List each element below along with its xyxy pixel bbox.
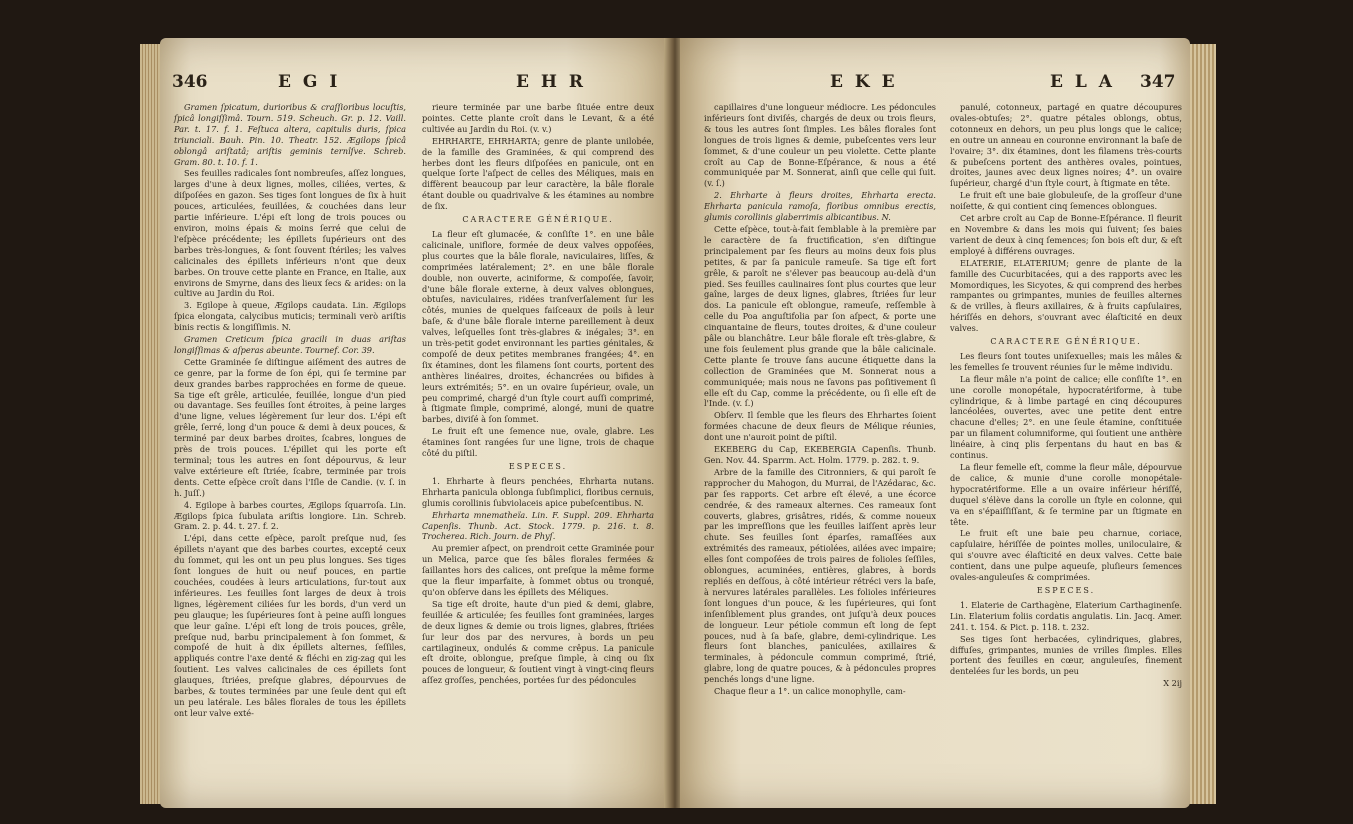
paragraph: Gramen Creticum ſpica gracili in duas ariſtas longiſſimas & aſperas abeunte. Tournef. Cor. 39. (174, 334, 406, 355)
paragraph: Ses feuilles radicales ſont nombreuſes, aſſez longues, larges d'une à deux lignes, molles, ciliées, vertes, & diſpoſées en gazon. Ses tiges ſont longues de ſix à huit pouces, articulées, feuillées, & couchées dans leur partie inférieure. L'épi eſt long de trois pouces ou environ, moins épais & moins ſerré que celui de l'eſpèce précédente; les épillets ſupérieurs ont des barbes très-longues, & ſont ſouvent ſtériles; les valves calicinales des épillets inférieurs n'ont que deux barbes. On trouve cette plante en France, en Italie, aux environs de Smyrne, dans des lieux ſecs & arides: on la cultive au Jardin du Roi. (174, 168, 406, 299)
paragraph: Cet arbre croît au Cap de Bonne-Eſpérance. Il fleurit en Novembre & dans les mois qui ſuivent; ſes baies varient de deux à cinq ſemences; ſon bois eſt dur, & eſt employé à différens ouvrages. (950, 213, 1182, 256)
paragraph: L'épi, dans cette eſpèce, paroît preſque nud, ſes épillets n'ayant que des barbes courtes, excepté ceux du ſommet, qui les ont un peu plus longues. Ses tiges ſont longues de huit ou neuf pouces, en partie couchées, coudées à leurs articulations, ſur-tout aux inférieures. Les feuilles ſont larges de deux à trois lignes, légèrement ciliées ſur les bords, d'un verd un peu glauque; les ſupérieures ſont à peine auſſi longues que leur gaîne. L'épi eſt long de trois pouces, grêle, preſque nud, barbu principalement à ſon ſommet, & compoſé de huit à dix épillets alternes, ſeſſiles, appliqués contre l'axe denté & fléchi en zig-zag qui les ſoutient. Les valves calicinales de ces épillets ſont glauques, ſtriées, preſque glabres, dépourvues de barbes, & toutes terminées par une ſeule dent qui eſt un peu latérale. Les bâles florales de tous les épillets ont leur valve exté- (174, 533, 406, 718)
paragraph: Obſerv. Il ſemble que les fleurs des Ehrhartes ſoient formées chacune de deux fleurs de Mélique réunies, dont une n'auroit point de piſtil. (704, 410, 936, 443)
paragraph: Le fruit eſt une baie globuleuſe, de la groſſeur d'une noiſette, & qui contient cinq ſemences oblongues. (950, 190, 1182, 212)
right-page-number: 347 (1140, 72, 1176, 92)
paragraph: rieure terminée par une barbe ſituée entre deux pointes. Cette plante croît dans le Levant, & a été cultivée au Jardin du Roi. (v. v.) (422, 102, 654, 134)
paragraph: Arbre de la famille des Citronniers, & qui paroît ſe rapprocher du Mahogon, du Murrai, de l'Azédarac, &c. par ſes rapports. Cet arbre eſt élevé, a une écorce cendrée, & des rameaux alternes. Ces rameaux ſont couverts, glabres, grisâtres, ridés, & comme noueux par les impreſſions que les feuilles laiſſent après leur chute. Ses feuilles ſont éparſes, ramaſſées aux extrémités des rameaux, pétiolées, ailées avec impaire; elles ſont compoſées de trois paires de folioles ſeſſiles, oblongues, acuminées, entières, glabres, à bords repliés en deſſous, à côté intérieur rétréci vers la baſe, à nervures latérales parallèles. Les folioles inférieures ſont longues d'un pouce, & les ſupérieures, qui ſont inſenſiblement plus grandes, ont juſqu'à deux pouces de longueur. Leur pétiole commun eſt long de ſept pouces, nud à ſa baſe, glabre, demi-cylindrique. Les fleurs ſont blanches, paniculées, axillaires & terminales, à pédoncule commun comprimé, ſtrié, glabre, long de quatre pouces, & à pédoncules propres penchés longs d'une ligne. (704, 466, 936, 685)
signature-mark: X 2ij (1163, 678, 1182, 689)
paragraph: EKEBERG du Cap, EKEBERGIA Capenſis. Thunb. Gen. Nov. 44. Sparrm. Act. Holm. 1779. p. 282. t. 9. (704, 444, 936, 465)
paragraph: La fleur mâle n'a point de calice; elle conſiſte 1°. en une corolle monopétale, hypocratériforme, à tube cylindrique, & à limbe partagé en cinq découpures lancéolées, ouvertes, avec une petite dent entre chacune d'elles; 2°. en une ſeule étamine, conſtituée par un filament columniforme, qui ſoutient une anthère linéaire, à cinq plis ſerpentans du haut en bas & continus. (950, 373, 1182, 461)
section-heading: CARACTERE GÉNÉRIQUE. (990, 337, 1142, 347)
paragraph: capillaires d'une longueur médiocre. Les pédoncules inférieurs ſont diviſés, chargés de deux ou trois fleurs, & tous les autres ſont ſimples. Les bâles florales ſont longues de trois lignes & demie, pubeſcentes vers leur ſommet, & d'une couleur un peu violette. Cette plante croît au Cap de Bonne-Eſpérance, & nous a été communiquée par M. Sonnerat, ainſi que celle qui ſuit. (v. ſ.) (704, 102, 936, 189)
right-column-1 (704, 102, 936, 698)
paragraph: 3. Egilope à queue, Ægilops caudata. Lin. Ægilops ſpica elongata, calycibus muticis; terminali verò ariſtis binis rectis & longiſſimis. N. (174, 300, 406, 333)
paragraph: 1. Ehrharte à fleurs penchées, Ehrharta nutans. Ehrharta panicula oblonga ſubſimplici, floribus cernuis, glumis corollinis ſubviolaceis apice pubeſcentibus. N. (422, 475, 654, 508)
paragraph: Le fruit eſt une ſemence nue, ovale, glabre. Les étamines ſont rangées ſur une ligne, trois de chaque côté du piſtil. (422, 426, 654, 459)
section-heading: ESPECES. (508, 462, 568, 471)
left-running-head-1: E G I (278, 72, 341, 92)
paragraph: Gramen ſpicatum, durioribus & craſſioribus locuſtis, ſpicâ longiſſimâ. Tourn. 519. Scheuch. Gr. p. 12. Vaill. Par. t. 17. f. 1. Feſtuca altera, capitulis duris, ſpica triunciali. Bauh. Pin. 10. Theatr. 152. Ægilops ſpicâ oblongâ ariſtatâ; ariſtis geminis ternîſve. Schreb. Gram. 80. t. 10. f. 1. (174, 102, 406, 167)
paragraph: La fleur femelle eſt, comme la fleur mâle, dépourvue de calice, & munie d'une corolle monopétale-hypocratériforme. Elle a un ovaire inférieur hériſſé, duquel s'élève dans la corolle un ſtyle en colonne, qui va en s'épaiſſiſſant, & ſe termine par un ſtigmate en tête. (950, 462, 1182, 527)
left-page (160, 38, 668, 808)
left-running-head-2: E H R (516, 72, 586, 92)
paragraph: La fleur eſt glumacée, & conſiſte 1°. en une bâle calicinale, uniflore, formée de deux valves oppoſées, plus courtes que la bâle florale, naviculaires, liſſes, & comprimées latéralement; 2°. en une bâle florale double, non ouverte, aciniforme, & compoſée, ſavoir, d'une bâle florale externe, à deux valves oblongues, obtuſes, naviculaires, ridées tranſverſalement ſur les côtés, munies de quelques faiſceaux de poils à leur baſe, & d'une bâle florale interne pareillement à deux valves, leſquelles ſont très-glabres & inégales; 3°. en un très-petit godet environnant les parties génitales, & compoſé de deux petites membranes frangées; 4°. en ſix étamines, dont les filamens ſont courts, portent des anthères linéaires, droites, échancrées ou bifides à leurs extrémités; 5°. en un ovaire ſupérieur, ovale, un peu comprimé, chargé d'un ſtyle court auſſi comprimé, à ſtigmate ſimple, comprimé, alongé, muni de quatre barbes, diviſé à ſon ſommet. (422, 228, 654, 425)
paragraph: Le fruit eſt une baie peu charnue, coriace, capſulaire, hériſſée de pointes molles, uniloculaire, & qui s'ouvre avec élaſticité en deux valves. Cette baie contient, dans une pulpe aqueuſe, pluſieurs ſemences ovales-anguleuſes & comprimées. (950, 528, 1182, 583)
right-page-edges (1188, 44, 1216, 804)
section-heading: ESPECES. (1036, 585, 1096, 595)
paragraph: EHRHARTE, EHRHARTA; genre de plante unilobée, de la famille des Graminées, & qui comprend des herbes dont les fleurs diſpoſées en panicule, ont en quelque ſorte l'aſpect de celles des Méliques, mais en diffèrent beaucoup par leur caractère, la bâle florale étant double ou quadrivalve & les étamines au nombre de ſix. (422, 135, 654, 212)
right-running-head-1: E K E (830, 72, 898, 92)
paragraph: Au premier aſpect, on prendroit cette Graminée pour un Melica, parce que ſes bâles florales fermées & ſaillantes hors des calices, ont preſque la même forme que la fleur imparfaite, à ſommet obtus ou tronqué, qu'on obſerve dans les épillets des Méliques. (422, 543, 654, 597)
paragraph: panulé, cotonneux, partagé en quatre découpures ovales-obtuſes; 2°. quatre pétales oblongs, obtus, cotonneux en dehors, un peu plus longs que le calice; en outre un anneau en couronne environnant la baſe de l'ovaire; 3°. dix étamines, dont les filamens très-courts & pubeſcens portent des anthères ovales, pointues, droites, jaunes avec deux lignes noires; 4°. un ovaire ſupérieur, chargé d'un ſtyle court, à ſtigmate en tête. (950, 102, 1182, 189)
left-column-2 (422, 102, 654, 687)
paragraph: Les fleurs ſont toutes uniſexuelles; mais les mâles & les femelles ſe trouvent réunies ſur le même individu. (950, 350, 1182, 372)
section-heading: CARACTERE GÉNÉRIQUE. (462, 215, 614, 225)
left-page-edges (140, 44, 162, 804)
paragraph: Cette eſpèce, tout-à-fait ſemblable à la première par le caractère de ſa fructification, s'en diſtingue principalement par ſes fleurs au moins deux fois plus petites, & par ſa panicule rameuſe. Sa tige eſt fort grêle, & paroît ne s'élever pas beaucoup au-delà d'un pied. Ses feuilles caulinaires ſont plus courtes que leur gaîne, larges de deux lignes, glabres, ſtriées ſur leur dos. La panicule eſt oblongue, rameuſe, reſſemble à celle du Poa anguſtifolia par ſon aſpect, & porte une cinquantaine de fleurs, toutes droites, & d'une couleur pâle ou blanchâtre. Leur bâle florale eſt très-glabre, & une fois ſeulement plus grande que la bâle calicinale. Cette plante ſe trouve ſans aucune étiquette dans la collection de Graminées que M. Sonnerat nous a communiquée; mais nous ne ſavons pas poſitivement ſi elle eſt du Cap, comme la précédente, ou ſi elle eſt de l'Inde. (v. ſ.) (704, 223, 936, 409)
paragraph: 2. Ehrharte à fleurs droites, Ehrharta erecta. Ehrharta panicula ramoſa, floribus omnibus erectis, glumis corollinis glaberrimis albicantibus. N. (704, 190, 936, 223)
paragraph: Ehrharta mnematheïa. Lin. F. Suppl. 209. Ehrharta Capenſis. Thunb. Act. Stock. 1779. p. 216. t. 8. Trocherea. Rich. Journ. de Phyſ. (422, 509, 654, 542)
right-running-head-2: E L A (1050, 72, 1115, 92)
paragraph: Cette Graminée ſe diſtingue aiſément des autres de ce genre, par la forme de ſon épi, qui ſe termine par deux grandes barbes rapprochées en forme de queue. Sa tige eſt grêle, articulée, feuillée, longue d'un pied ou davantage. Ses feuilles ſont étroites, à peine larges d'une ligne, velues légèrement ſur leur dos. L'épi eſt grêle, ſerré, long d'un pouce & demi à deux pouces, & terminé par deux barbes droites, ſcabres, longues de près de trois pouces. L'épillet qui les porte eſt terminal; tous les autres en ſont dépourvus, & leur valve extérieure eſt ſtriée, ſcabre, terminée par trois dents. Cette eſpèce croît dans l'Iſle de Candie. (v. ſ. in h. Juſſ.) (174, 356, 406, 498)
left-page-number: 346 (172, 72, 208, 92)
paragraph: Sa tige eſt droite, haute d'un pied & demi, glabre, feuillée & articulée; ſes feuilles ſont graminées, larges de deux lignes & demie ou trois lignes, glabres, ſtriées ſur leur dos par des nervures, à bords un peu cartilagineux, ondulés & comme crêpus. La panicule eſt droite, oblongue, preſque ſimple, à cinq ou ſix pouces de longueur, & ſoutient vingt à vingt-cinq fleurs aſſez groſſes, penchées, portées ſur des pédoncules (422, 598, 654, 686)
paragraph: Chaque fleur a 1°. un calice monophylle, cam- (714, 686, 906, 697)
paragraph: Ses tiges ſont herbacées, cylindriques, glabres, diffuſes, grimpantes, munies de vrilles ſimples. Elles portent des feuilles en cœur, anguleuſes, finement dentelées ſur les bords, un peu (950, 633, 1182, 677)
left-column-1 (174, 102, 406, 720)
paragraph: 4. Egilope à barbes courtes, Ægilops ſquarroſa. Lin. Ægilops ſpica ſubulata ariſtis longiore. Lin. Schreb. Gram. 2. p. 44. t. 27. f. 2. (174, 499, 406, 532)
right-page (680, 38, 1190, 808)
paragraph: ELATERIE, ELATERIUM; genre de plante de la famille des Cucurbitacées, qui a des rapports avec les Momordiques, les Sicyotes, & qui comprend des herbes rampantes ou grimpantes, munies de feuilles alternes & de vrilles, à fleurs axillaires, & à fruits capſulaires, hériſſés en dehors, s'ouvrant avec élaſticité en deux valves. (950, 257, 1182, 334)
right-column-2 (950, 102, 1182, 690)
paragraph: 1. Elaterie de Carthagène, Elaterium Carthaginenſe. Lin. Elaterium foliis cordatis angulatis. Lin. Jacq. Amer. 241. t. 154. & Pict. p. 118. t. 232. (950, 599, 1182, 632)
